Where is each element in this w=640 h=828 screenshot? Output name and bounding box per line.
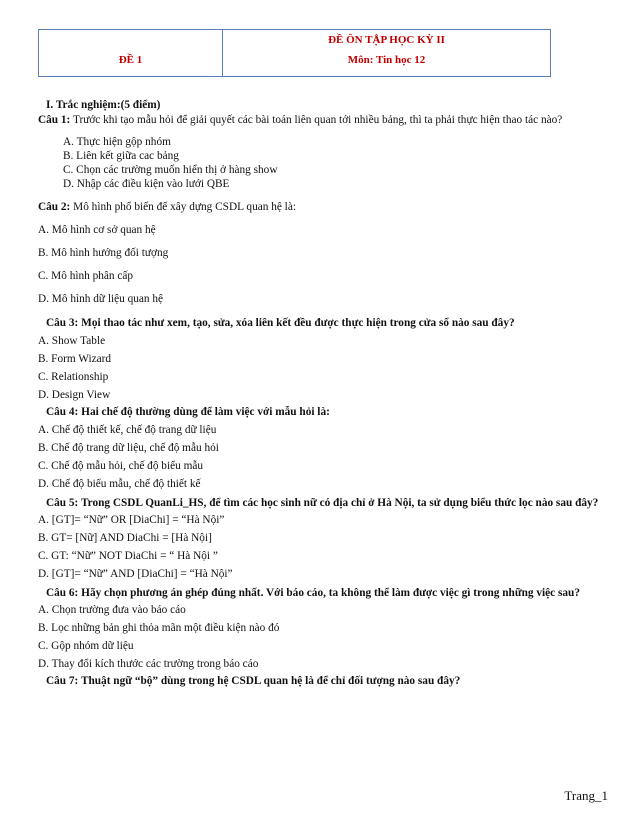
question-text: Mô hình phổ biến để xây dựng CSDL quan hệ là: xyxy=(70,201,296,213)
option: A. Thực hiện gộp nhóm xyxy=(63,136,171,148)
option: B. Lọc những bản ghi thỏa mãn một điều kiện nào đó xyxy=(38,622,280,634)
question-text: Trong CSDL QuanLi_HS, để tìm các học sinh nữ có địa chỉ ở Hà Nội, ta sử dụng biểu thức lọc nào sau đây? xyxy=(78,497,599,509)
question-label: Câu 3: xyxy=(46,317,79,329)
question-label: Câu 1: xyxy=(38,114,71,126)
option: D. Nhập các điều kiện vào lưới QBE xyxy=(63,178,230,190)
question-2 xyxy=(38,200,613,307)
option: D. Chế độ biểu mẫu, chế độ thiết kế xyxy=(38,478,201,490)
question-label: Câu 6: xyxy=(46,587,79,599)
option: C. Gộp nhóm dữ liệu xyxy=(38,640,134,652)
option: A. Chế độ thiết kế, chế độ trang dữ liệu xyxy=(38,424,217,436)
question-7 xyxy=(38,674,613,689)
question-5 xyxy=(38,494,613,582)
option: B. Chế độ trang dữ liệu, chế độ mẫu hỏi xyxy=(38,442,219,454)
header-table xyxy=(38,29,551,77)
question-text: Hãy chọn phương án ghép đúng nhất. Với báo cáo, ta không thể làm được việc gì trong những việc sau? xyxy=(78,587,580,599)
option: C. Relationship xyxy=(38,371,109,383)
question-text: Mọi thao tác như xem, tạo, sửa, xóa liên kết đều được thực hiện trong cửa sổ nào sau đây? xyxy=(78,317,515,329)
option: B. Mô hình hướng đối tượng xyxy=(38,247,169,259)
question-label: Câu 2: xyxy=(38,201,71,213)
question-1 xyxy=(38,113,613,191)
header-left-cell xyxy=(39,30,223,76)
option: B. Liên kết giữa cac bảng xyxy=(63,150,179,162)
question-label: Câu 4: xyxy=(46,406,79,418)
option: D. Thay đổi kích thước các trường trong báo cáo xyxy=(38,658,259,670)
question-3 xyxy=(38,316,613,403)
exam-subject: Môn: Tin học 12 xyxy=(347,54,426,66)
document-body xyxy=(38,98,613,689)
option: D. Mô hình dữ liệu quan hệ xyxy=(38,293,164,305)
option: A. Chọn trường đưa vào báo cáo xyxy=(38,604,186,616)
question-text: Thuật ngữ “bộ” dùng trong hệ CSDL quan hệ là để chỉ đối tượng nào sau đây? xyxy=(78,675,461,687)
option: D. [GT]= “Nữ” AND [DiaChi] = “Hà Nội” xyxy=(38,568,233,580)
option: A. Mô hình cơ sở quan hệ xyxy=(38,224,156,236)
header-right-cell xyxy=(223,30,550,76)
question-text: Hai chế độ thường dùng để làm việc với mẫu hỏi là: xyxy=(78,406,330,418)
option: B. GT= [Nữ] AND DiaChi = [Hà Nội] xyxy=(38,532,212,544)
exam-title: ĐỀ ÔN TẬP HỌC KỲ II xyxy=(328,34,445,46)
question-6 xyxy=(38,584,613,672)
question-label: Câu 7: xyxy=(46,675,79,687)
section-title: I. Trắc nghiệm:(5 điểm) xyxy=(46,99,161,111)
option: A. Show Table xyxy=(38,335,106,347)
option: B. Form Wizard xyxy=(38,353,112,365)
option: D. Design View xyxy=(38,389,111,401)
option: C. Mô hình phân cấp xyxy=(38,270,134,282)
option: A. [GT]= “Nữ” OR [DiaChi] = “Hà Nội” xyxy=(38,514,225,526)
option: C. Chọn các trường muốn hiển thị ở hàng show xyxy=(63,164,278,176)
question-text: Trước khi tạo mẫu hỏi để giải quyết các bài toán liên quan tới nhiều bảng, thì ta phải thực hiện thao tác nào? xyxy=(70,114,563,126)
option: C. GT: “Nữ” NOT DiaChi = “ Hà Nội ” xyxy=(38,550,218,562)
option: C. Chế độ mẫu hỏi, chế độ biểu mẫu xyxy=(38,460,204,472)
question-4 xyxy=(38,405,613,492)
exam-code: ĐỀ 1 xyxy=(118,54,143,66)
page-number: Trang_1 xyxy=(564,788,608,803)
question-label: Câu 5: xyxy=(46,497,79,509)
